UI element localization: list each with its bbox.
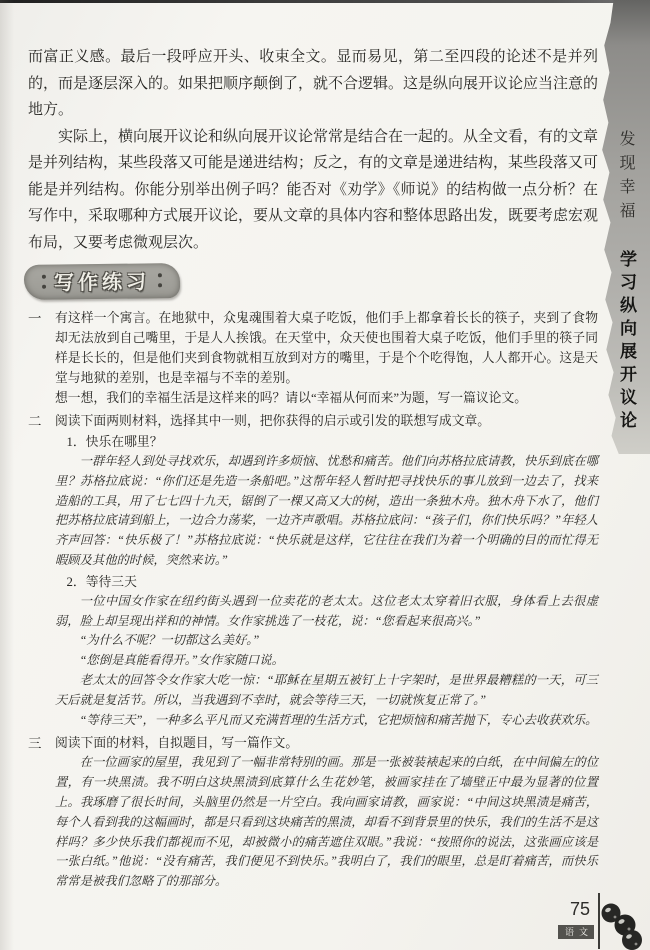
exercise-one-para-2: 想一想，我们的幸福生活是这样来的吗？请以“幸福从何而来”为题，写一篇议论文。 [55,391,528,405]
material-3-text: 在一位画家的屋里，我见到了一幅非常特别的画。那是一张被装裱起来的白纸，在中间偏左的位置，有一块黑渍。我不明白这块黑渍到底算什么生花妙笔，被画家挂在了墙壁正中最为显著的位置上。我琢磨了很长时间，头脑里仍然是一片空白。我向画家请教，画家说：“中间这块黑渍是痛苦，每个人看到我的这幅画时，都是只看到这块痛苦的黑渍，却看不到背景里的快乐，我们的生活不是这样吗？多少快乐我们都视而不见，却被微小的痛苦遮住双眼。”我说：“按照你的说法，这张画应该是一张白纸。”他说：“没有痛苦，我们便见不到快乐。”我明白了，我们的眼里，总是盯着痛苦，而快乐常常是被我们忽略了的那部分。 [55,755,598,889]
exercise-two-lead: 阅读下面两则材料，选择其中一则，把你获得的启示或引发的联想写成文章。 [55,414,491,428]
exercise-two-number: 二 [28,414,42,429]
banner-dots-right-icon [157,271,163,289]
exercise-one-number: 一 [28,311,42,326]
exercise-two [28,411,598,730]
material-1-text: 一群年轻人到处寻找欢乐，却遇到许多烦恼、忧愁和痛苦。他们向苏格拉底请教，快乐到底在哪里？苏格拉底说：“你们还是先造一条船吧。”这帮年轻人暂时把寻找快乐的事儿放到一边去了，找来造船的工具，用了七七四十九天，锯倒了一棵又高又大的树，造出一条独木舟。独木舟下水了，他们把苏格拉底请到船上，一边合力荡桨，一边齐声歌唱。苏格拉底问：“孩子们，你们快乐吗？”年轻人齐声回答：“快乐极了！”苏格拉底说：“快乐就是这样，它往往在我们为着一个明确的目的而忙得无暇顾及其他的时候，突然来访。” [55,454,598,567]
material-2-para-5: “等待三天”，一种多么平凡而又充满哲理的生活方式，它把烦恼和痛苦抛下，专心去收获欢乐。 [79,712,598,727]
scan-top-edge [0,0,650,3]
page-number: 75 [569,899,590,919]
material-2-para-2: “为什么不呢？一切都这么美好。” [79,633,260,648]
exercise-three [28,733,598,892]
banner-label: 写作练习 [53,271,151,295]
material-2-title: 2．等待三天 [66,574,137,589]
banner-dots-left-icon [41,272,47,290]
sidebar-lesson-title: 学习纵向展开议论 [617,250,636,434]
material-2-para-4: 老太太的回答令女作家大吃一惊：“耶稣在星期五被钉上十字架时，是世界最糟糕的一天，可三天后就是复活节。所以，当我遇到不幸时，就会等待三天，一切就恢复正常了。” [55,672,598,707]
page-footer [540,878,650,950]
writing-practice-banner-row [24,264,598,299]
publisher-berries-icon [598,892,648,950]
scan-left-shadow [0,0,14,950]
exercise-three-number: 三 [28,736,42,752]
exercise-one-para-1: 有这样一个寓言。在地狱中，众鬼魂围着大桌子吃饭，他们手上都拿着长长的筷子，夹到了食物却无法放到自己嘴里，于是人人挨饿。在天堂中，众天使也围着大桌子吃饭，他们手里的筷子同样是长长的，但是他们夹到食物就相互放到对方的嘴里，于是个个吃得饱，人人都开心。这是天堂与地狱的差别，也是幸福与不幸的差别。 [55,311,598,385]
exercise-three-lead: 阅读下面的材料，自拟题目，写一篇作文。 [55,736,299,751]
material-2-para-1: 一位中国女作家在纽约街头遇到一位卖花的老太太。这位老太太穿着旧衣服，身体看上去很虚弱，脸上却呈现出祥和的神情。女作家挑选了一枝花，说：“您看起来很高兴。” [55,593,598,628]
exercise-three-body [55,733,598,892]
writing-practice-banner [24,263,180,300]
exercise-two-body [55,411,598,730]
exercise-one [28,308,598,408]
page-content [28,44,598,892]
exercise-one-body [55,308,598,408]
subject-badge: 语文 [558,925,594,939]
material-2-para-3: “您倒是真能看得开。”女作家随口说。 [79,653,284,668]
intro-para-1: 而富正义感。最后一段呼应开头、收束全文。显而易见，第二至四段的论述不是并列的，而是逐层深入的。如果把顺序颠倒了，就不合逻辑。这是纵向展开议论应当注意的地方。 [28,49,599,118]
intro-section [28,44,598,256]
material-1-title: 1．快乐在哪里？ [66,435,163,449]
sidebar-unit-title: 发现幸福 [617,130,634,226]
intro-para-2: 实际上，横向展开议论和纵向展开议论常常是结合在一起的。从全文看，有的文章是并列结构，某些段落又可能是递进结构；反之，有的文章是递进结构，某些段落又可能是并列结构。你能分别举出例子吗？能否对《劝学》《师说》的结构做一点分析？在写作中，采取哪种方式展开议论，要从文章的具体内容和整体思路出发，既要考虑宏观布局，又要考虑微观层次。 [28,128,599,251]
